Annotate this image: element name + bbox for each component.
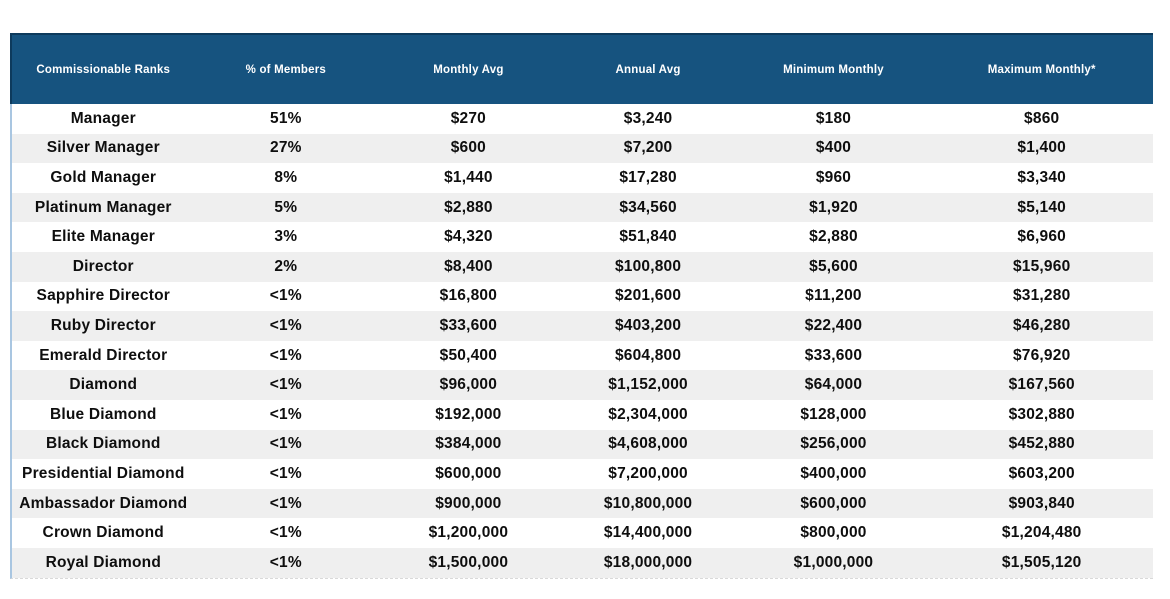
value-cell: $603,200 (1008, 464, 1075, 482)
value-cell: $2,304,000 (608, 405, 688, 423)
value-cell: $403,200 (614, 316, 682, 334)
value-cell: $76,920 (1012, 346, 1071, 364)
value-cell: $4,320 (444, 228, 493, 246)
value-cell: $1,000,000 (793, 553, 874, 571)
rank-name-cell: Emerald Director (39, 346, 168, 364)
value-cell: $50,400 (439, 346, 498, 364)
rank-name-cell: Sapphire Director (36, 287, 170, 305)
value-cell: $400,000 (800, 464, 867, 482)
value-cell: $31,280 (1012, 287, 1071, 305)
value-cell: $452,880 (1008, 435, 1075, 453)
value-cell: $64,000 (804, 376, 863, 394)
value-cell: <1% (269, 376, 302, 394)
column-header-text: Monthly (433, 63, 482, 76)
value-cell: $34,560 (619, 198, 677, 216)
rank-name-cell: Blue Diamond (49, 405, 157, 423)
table-header-row (10, 33, 1153, 104)
table-row (12, 489, 1153, 519)
table-row (12, 430, 1153, 460)
table-row (12, 370, 1153, 400)
table-row (12, 252, 1153, 282)
commissionable-ranks-table (10, 33, 1153, 579)
value-cell: $1,204,480 (1001, 524, 1082, 542)
table-row (12, 134, 1153, 164)
value-cell: <1% (269, 553, 302, 571)
column-header-maximum-monthly: Maximum Monthly* (987, 63, 1096, 76)
value-cell: $600,000 (800, 494, 867, 512)
rank-name-cell: Manager (70, 109, 136, 127)
table-row (12, 193, 1153, 223)
value-cell: $600,000 (435, 464, 502, 482)
rank-name-cell: Royal Diamond (45, 553, 161, 571)
value-cell: 8% (274, 168, 298, 186)
value-cell: $4,608,000 (608, 435, 688, 453)
table-row (12, 459, 1153, 489)
value-cell: $6,960 (1017, 228, 1066, 246)
value-cell: $3,340 (1017, 168, 1066, 186)
value-cell: <1% (269, 494, 302, 512)
rank-name-cell: Ruby Director (50, 316, 156, 334)
value-cell: 5% (274, 198, 298, 216)
value-cell: $1,500,000 (428, 553, 509, 571)
value-cell: $1,200,000 (428, 524, 509, 542)
value-cell: <1% (269, 435, 302, 453)
value-cell: $100,800 (614, 257, 682, 275)
value-cell: $33,600 (804, 346, 863, 364)
table-row (12, 400, 1153, 430)
rank-name-cell: Gold Manager (50, 168, 157, 186)
column-header-annual-avg: Annual Avg (615, 63, 681, 76)
table-row (12, 311, 1153, 341)
value-cell: 27% (270, 139, 302, 157)
value-cell: <1% (269, 316, 302, 334)
rank-name-cell: Black Diamond (45, 435, 161, 453)
column-header-of-members: % of Members (245, 63, 326, 76)
rank-name-cell: Diamond (69, 376, 138, 394)
value-cell: $860 (1024, 109, 1060, 127)
value-cell: $302,880 (1008, 405, 1075, 423)
rank-name-cell: Elite Manager (51, 228, 155, 246)
value-cell: <1% (269, 287, 302, 305)
rank-name-cell: Platinum Manager (34, 198, 172, 216)
value-cell: $128,000 (800, 405, 867, 423)
value-cell: $46,280 (1012, 316, 1071, 334)
value-cell: $2,880 (809, 228, 858, 246)
value-cell: $1,920 (809, 198, 858, 216)
table-row (12, 518, 1153, 548)
rank-name-cell: Ambassador Diamond (19, 494, 188, 512)
value-cell: $15,960 (1012, 257, 1071, 275)
value-cell: $7,200,000 (608, 464, 688, 482)
value-cell: $5,140 (1017, 198, 1066, 216)
value-cell: $201,600 (614, 287, 682, 305)
table-row (12, 163, 1153, 193)
table-row (12, 341, 1153, 371)
value-cell: 3% (274, 228, 298, 246)
table-row (12, 548, 1153, 578)
value-cell: $167,560 (1008, 376, 1075, 394)
value-cell: $5,600 (809, 257, 858, 275)
value-cell: $1,152,000 (608, 376, 688, 394)
rank-name-cell: Crown Diamond (42, 524, 164, 542)
value-cell: $17,280 (619, 168, 677, 186)
value-cell: $1,505,120 (1001, 553, 1082, 571)
rank-name-cell: Presidential Diamond (22, 464, 185, 482)
value-cell: $33,600 (439, 316, 498, 334)
value-cell: $96,000 (439, 376, 498, 394)
column-header-commissionable-ranks: Commissionable Ranks (36, 63, 171, 76)
table-body (10, 104, 1153, 579)
value-cell: $14,400,000 (603, 524, 693, 542)
value-cell: $8,400 (444, 257, 493, 275)
value-cell: $400 (815, 139, 852, 157)
value-cell: $960 (815, 168, 852, 186)
value-cell: $18,000,000 (603, 553, 693, 571)
value-cell: $16,800 (439, 287, 498, 305)
value-cell: $180 (815, 109, 852, 127)
value-cell: $900,000 (435, 494, 502, 512)
value-cell: $22,400 (804, 316, 863, 334)
value-cell: $604,800 (614, 346, 682, 364)
column-header-minimum-monthly: Minimum Monthly (783, 63, 884, 76)
value-cell: <1% (269, 464, 302, 482)
table-row (12, 282, 1153, 312)
value-cell: $1,400 (1017, 139, 1066, 157)
value-cell: $192,000 (435, 405, 502, 423)
table-row (12, 222, 1153, 252)
value-cell: $384,000 (435, 435, 502, 453)
value-cell: $3,240 (623, 109, 673, 127)
column-header-monthly-avg (377, 64, 560, 76)
value-cell: $2,880 (444, 198, 493, 216)
value-cell: <1% (269, 405, 302, 423)
value-cell: $270 (450, 109, 487, 127)
value-cell: $903,840 (1008, 494, 1075, 512)
value-cell: $51,840 (619, 228, 677, 246)
value-cell: $10,800,000 (603, 494, 693, 512)
spellcheck-flagged-word: Avg (481, 63, 504, 76)
value-cell: 2% (274, 257, 298, 275)
value-cell: $11,200 (805, 287, 862, 305)
value-cell: $256,000 (800, 435, 867, 453)
value-cell: $800,000 (800, 524, 867, 542)
rank-name-cell: Silver Manager (46, 139, 160, 157)
value-cell: $7,200 (623, 139, 673, 157)
value-cell: $1,440 (444, 168, 493, 186)
table-row (12, 104, 1153, 134)
rank-name-cell: Director (72, 257, 134, 275)
value-cell: 51% (270, 109, 302, 127)
value-cell: $600 (450, 139, 487, 157)
value-cell: <1% (269, 524, 302, 542)
value-cell: <1% (269, 346, 302, 364)
